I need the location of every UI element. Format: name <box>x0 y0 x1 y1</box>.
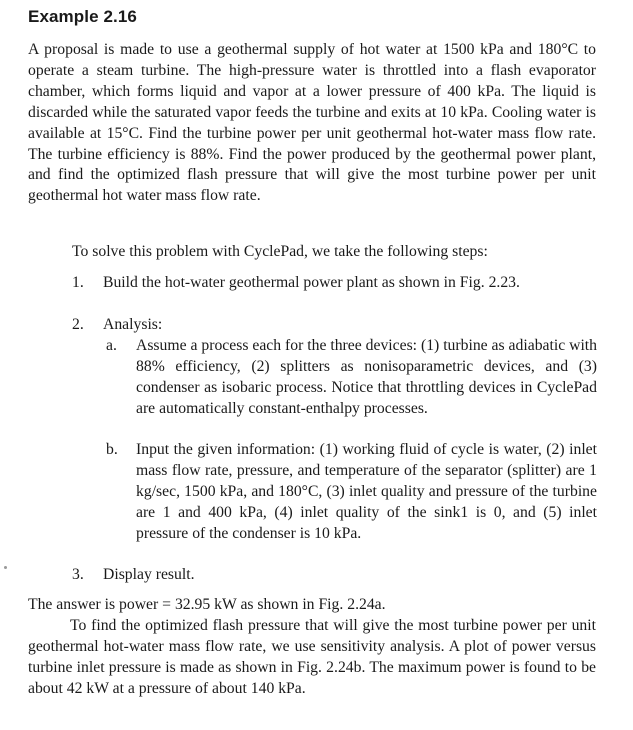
step-2b-text: Input the given information: (1) working fluid of cycle is water, (2) inlet mass flow rate, pressure, and temperature of the separator (splitter) are 1 kg/sec, 1500 kPa, and 180°C, (3) inlet quality and pressure of the turbine are 1 and 400 kPa, (4) inlet quality of the sink1 is 0, and (5) inlet pressure of the condenser is 10 kPa. <box>136 441 597 542</box>
closing-paragraph: To find the optimized flash pressure that will give the most turbine power per unit geothermal hot-water mass flow rate, we use sensitivity analysis. A plot of power versus turbine inlet pressure is made as shown in Fig. 2.24b. The maximum power is found to be about 42 kW at a pressure of about 140 kPa. <box>28 617 596 697</box>
step-3-text: Display result. <box>103 566 195 583</box>
step-1-number: 1. <box>72 274 84 291</box>
step-1-text: Build the hot-water geothermal power plant as shown in Fig. 2.23. <box>103 274 520 291</box>
step-3-number: 3. <box>72 566 84 583</box>
step-2a-letter: a. <box>106 337 117 354</box>
step-2a-text: Assume a process each for the three devices: (1) turbine as adiabatic with 88% efficiency, (2) splitters as nonisoparametric devices, and (3) condenser as isobaric process. Notice that throttling devices in CyclePad are automatically constant-enthalpy processes. <box>136 337 597 417</box>
example-heading: Example 2.16 <box>28 7 137 26</box>
answer-line: The answer is power = 32.95 kW as shown in Fig. 2.24a. <box>28 596 386 613</box>
step-2b-letter: b. <box>106 441 118 458</box>
problem-statement: A proposal is made to use a geothermal supply of hot water at 1500 kPa and 180°C to operate a steam turbine. The high-pressure water is throttled into a flash evaporator chamber, which forms liquid and vapor at a lower pressure of 400 kPa. The liquid is discarded while the saturated vapor feeds the turbine and exits at 10 kPa. Cooling water is available at 15°C. Find the turbine power per unit geothermal hot-water mass flow rate. The turbine efficiency is 88%. Find the power produced by the geothermal power plant, and find the optimized flash pressure that will give the most turbine power per unit geothermal hot water mass flow rate. <box>28 41 596 205</box>
step-2-number: 2. <box>72 316 84 333</box>
step-2-text: Analysis: <box>103 316 163 333</box>
solution-intro: To solve this problem with CyclePad, we take the following steps: <box>72 243 488 260</box>
scan-speck <box>4 566 7 569</box>
